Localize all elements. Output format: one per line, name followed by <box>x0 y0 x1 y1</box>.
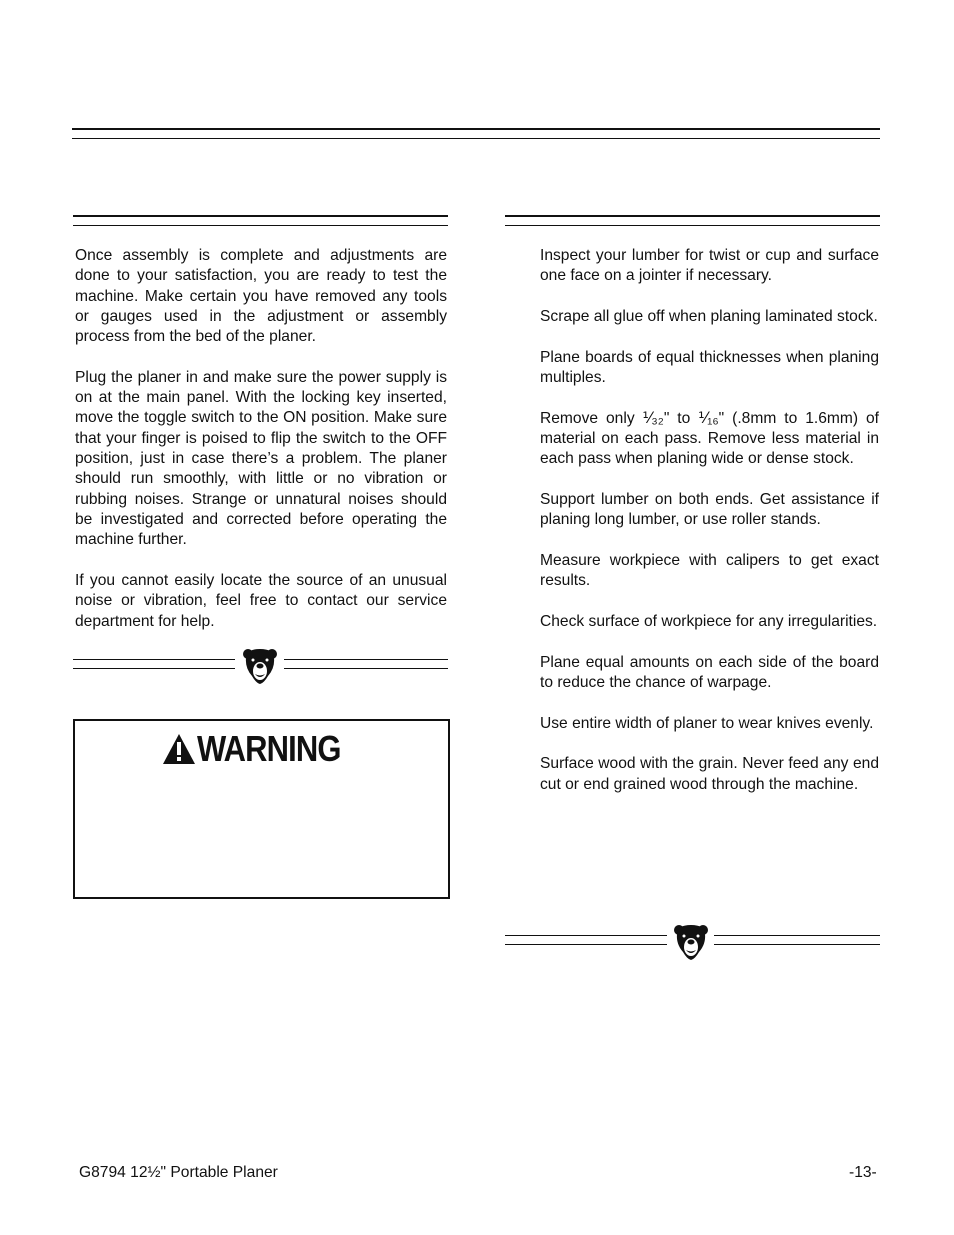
footer-page-number: -13- <box>849 1164 877 1181</box>
divider-line <box>714 944 880 945</box>
divider-line <box>714 935 880 936</box>
right-section-rule-bottom <box>505 225 880 226</box>
left-bear-divider <box>73 646 448 686</box>
divider-line <box>505 935 667 936</box>
divider-line <box>73 659 235 660</box>
footer-model-name: G8794 12½" Portable Planer <box>79 1164 278 1181</box>
planing-tip-item: Check surface of workpiece for any irregularities. <box>540 612 878 630</box>
warning-title: WARNING <box>197 728 341 769</box>
planing-tip-item: Use entire width of planer to wear knives evenly. <box>540 714 874 732</box>
planing-tip-item: Support lumber on both ends. Get assistance if planing long lumber, or use roller stands. <box>540 490 879 529</box>
divider-line <box>284 659 448 660</box>
divider-line <box>73 668 235 669</box>
exclamation-triangle-icon <box>161 732 197 766</box>
planing-tip-item: Scrape all glue off when planing laminated stock. <box>540 307 878 325</box>
warning-header <box>161 729 364 769</box>
header-rule-bottom <box>72 138 880 139</box>
left-section-rule-bottom <box>73 225 448 226</box>
divider-line <box>505 944 667 945</box>
right-bear-divider <box>505 922 880 962</box>
divider-line <box>284 668 448 669</box>
left-section-rule-top <box>73 215 448 217</box>
bear-head-logo-icon <box>672 922 710 962</box>
test-run-paragraph-1: Once assembly is complete and adjustments are done to your satisfaction, you are ready to test the machine. Make certain you have removed any tools or gauges used in the adjustment or assembly process from the bed of the planer. <box>75 247 447 346</box>
planing-tip-item: Plane boards of equal thicknesses when planing multiples. <box>540 348 879 386</box>
planing-tip-item: Surface wood with the grain. Never feed any end cut or end grained wood through the machine. <box>540 755 879 793</box>
test-run-paragraph-2: Plug the planer in and make sure the power supply is on at the main panel. With the locking key inserted, move the toggle switch to the ON position. Make sure that your finger is poised to flip the switch to the OFF position, just in case there’s a problem. The planer should run smoothly, with little or no vibration or rubbing noises. Strange or unnatural noises should be investigated and corrected before operating the machine further. <box>75 368 447 549</box>
right-column <box>540 246 879 815</box>
warning-box <box>73 719 450 899</box>
left-column <box>75 246 447 652</box>
header-rule-top <box>72 128 880 130</box>
test-run-paragraph-3: If you cannot easily locate the source of an unusual noise or vibration, feel free to contact our service department for help. <box>75 571 447 630</box>
right-section-rule-top <box>505 215 880 217</box>
planing-tip-item: Measure workpiece with calipers to get exact results. <box>540 551 879 590</box>
bear-head-logo-icon <box>241 646 279 686</box>
planing-tip-item: Plane equal amounts on each side of the board to reduce the chance of warpage. <box>540 653 879 691</box>
planing-tip-item: Remove only ⅟₃₂" to ⅟₁₆" (.8mm to 1.6mm) of material on each pass. Remove less material in each pass when planing wide or dense stock. <box>540 409 879 468</box>
planing-tip-item: Inspect your lumber for twist or cup and surface one face on a jointer if necessary. <box>540 247 879 285</box>
